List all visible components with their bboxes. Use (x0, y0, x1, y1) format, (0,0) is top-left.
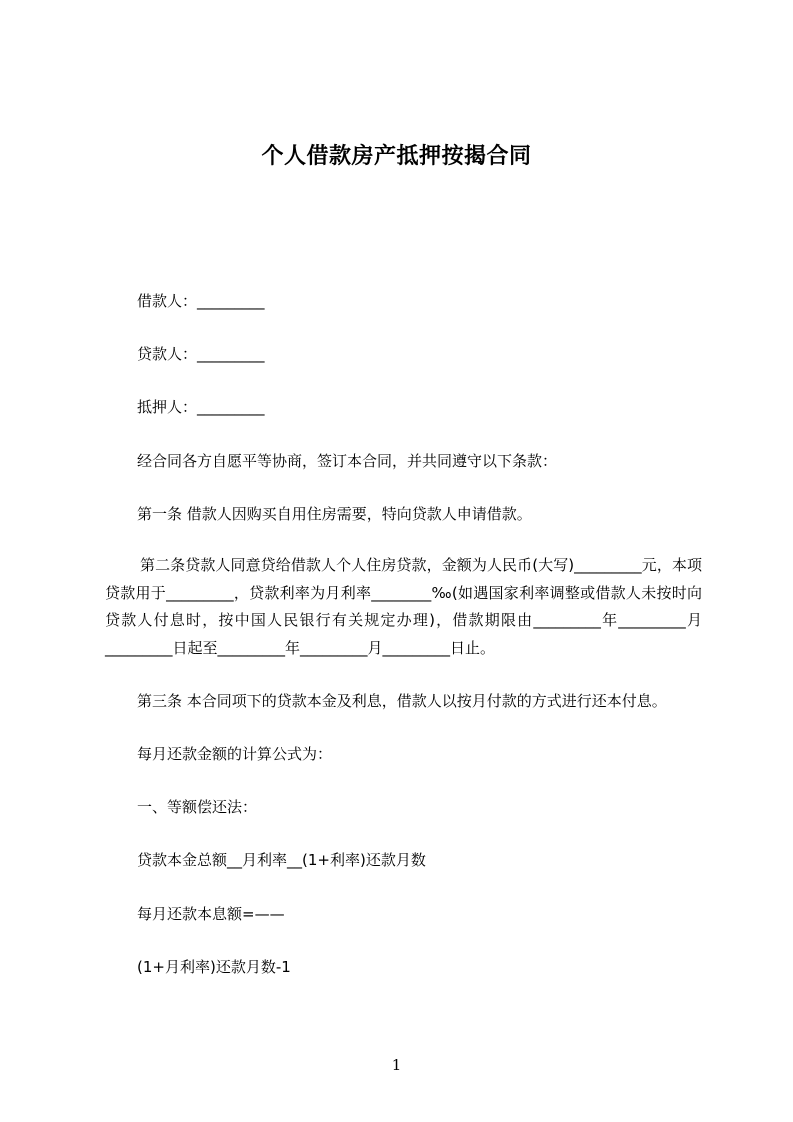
lender-line: 贷款人：_________ (137, 345, 265, 363)
document-title: 个人借款房产抵押按揭合同 (261, 144, 532, 169)
formula-numerator: 贷款本金总额__月利率__(1+利率)还款月数 (137, 851, 426, 869)
method-1-heading: 一、等额偿还法： (137, 798, 258, 816)
borrower-line: 借款人：_________ (137, 292, 265, 310)
mortgagor-line: 抵押人：_________ (137, 398, 265, 416)
formula-label: 每月还款本息额=—— (137, 905, 285, 923)
article-1: 第一条 借款人因购买自用住房需要，特向贷款人申请借款。 (137, 505, 532, 523)
formula-intro: 每月还款金额的计算公式为： (137, 745, 333, 763)
article-2: 第二条贷款人同意贷给借款人个人住房贷款，金额为人民币(大写)_________元，本项贷款用于_________，贷款利率为月利率________‰(如遇国家利率调整或借款人未按时向贷款人付息时，按中国人民银行有关规定办理)，借款期限由_________年_________月_________日起至_________年_________月_________日止。 (105, 556, 702, 657)
article-3: 第三条 本合同项下的贷款本金及利息，借款人以按月付款的方式进行还本付息。 (137, 692, 667, 710)
formula-denominator: (1+月利率)还款月数-1 (137, 958, 291, 976)
page-number: 1 (391, 1056, 402, 1074)
preamble-paragraph: 经合同各方自愿平等协商，签订本合同，并共同遵守以下条款： (137, 452, 558, 470)
